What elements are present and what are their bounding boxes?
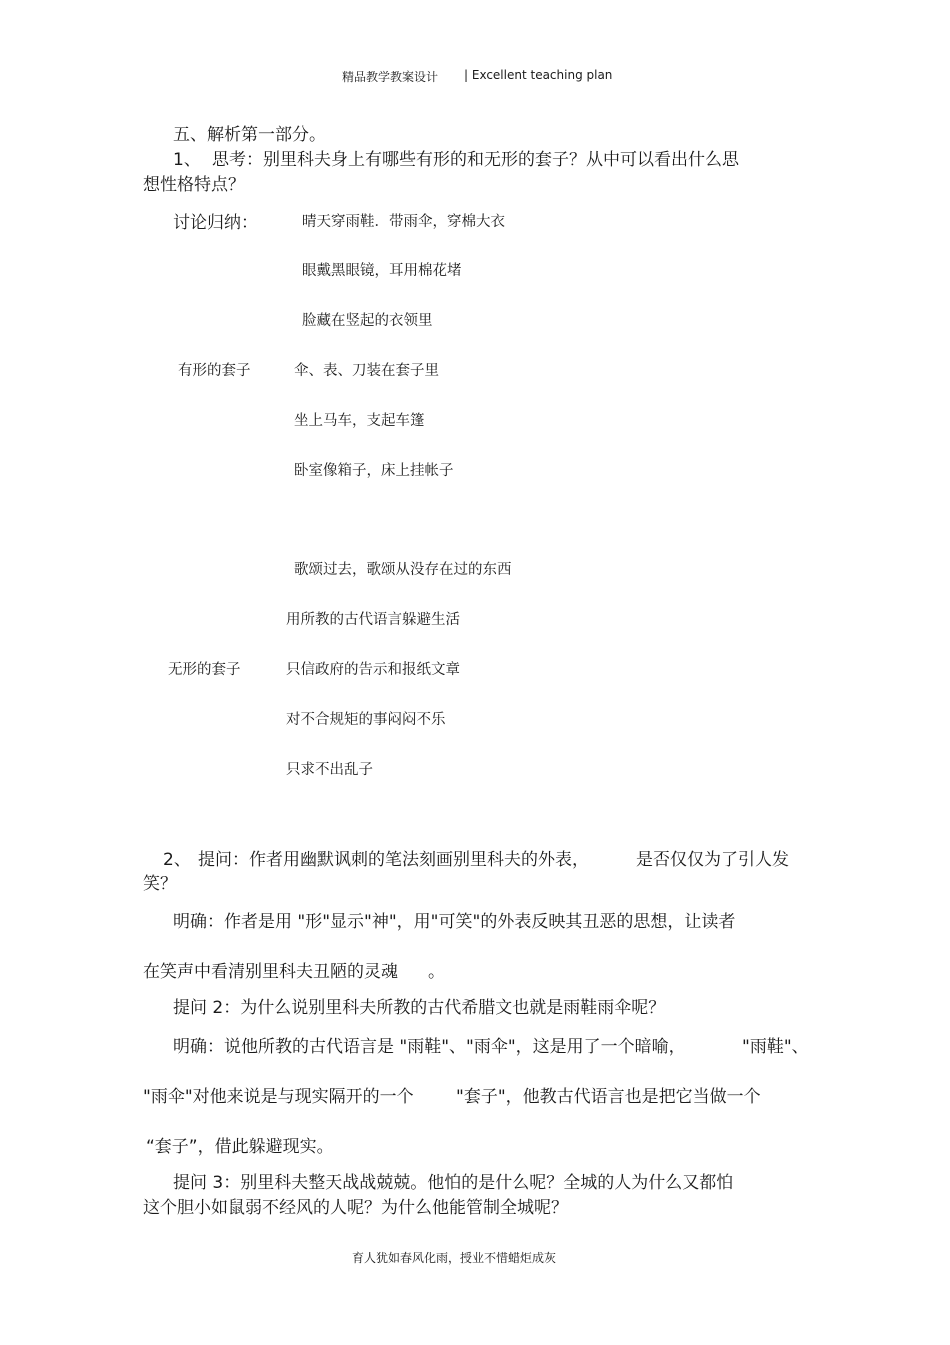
q1-number: 1、 xyxy=(173,150,201,170)
invisible-item-5: 只求不出乱子 xyxy=(286,762,373,778)
invisible-item-3: 只信政府的告示和报纸文章 xyxy=(286,662,460,678)
q2-line1-a: 提问：作者用幽默讽刺的笔法刻画别里科夫的外表， xyxy=(198,850,589,870)
q1-line2: 想性格特点？ xyxy=(143,175,245,195)
answer1-line1: 明确：作者是用 "形"显示"神"，用"可笑"的外表反映其丑恶的思想，让读者 xyxy=(173,912,736,932)
visible-item-1: 晴天穿雨鞋．带雨伞，穿棉大衣 xyxy=(302,214,505,230)
answer2-line1-b: "雨鞋"、 xyxy=(742,1037,809,1057)
q1-line1: 思考：别里科夫身上有哪些有形的和无形的套子？从中可以看出什么思 xyxy=(212,150,739,170)
answer1-line2-b: 。 xyxy=(428,962,445,982)
visible-item-5: 坐上马车，支起车篷 xyxy=(294,413,425,429)
visible-item-6: 卧室像箱子，床上挂帐子 xyxy=(294,463,454,479)
q4-line1: 提问 3：别里科夫整天战战兢兢。他怕的是什么呢？全城的人为什么又都怕 xyxy=(173,1173,734,1193)
q2-line2: 笑？ xyxy=(143,874,177,894)
visible-item-4: 伞、表、刀装在套子里 xyxy=(294,363,439,379)
visible-item-3: 脸藏在竖起的衣领里 xyxy=(302,313,433,329)
answer2-line2-b: "套子"，他教古代语言也是把它当做一个 xyxy=(456,1087,761,1107)
header-right: | Excellent teaching plan xyxy=(464,68,613,82)
invisible-item-4: 对不合规矩的事闷闷不乐 xyxy=(286,712,446,728)
answer2-line1-a: 明确：说他所教的古代语言是 "雨鞋"、"雨伞"，这是用了一个暗喻， xyxy=(173,1037,686,1057)
q3-text: 提问 2：为什么说别里科夫所教的古代希腊文也就是雨鞋雨伞呢？ xyxy=(173,998,666,1018)
answer2-line3: “套子”，借此躲避现实。 xyxy=(146,1137,334,1157)
discussion-label: 讨论归纳： xyxy=(173,213,258,233)
answer2-line2-a: "雨伞"对他来说是与现实隔开的一个 xyxy=(143,1087,414,1107)
q2-line1-b: 是否仅仅为了引人发 xyxy=(636,850,789,870)
header-left: 精品教学教案设计 xyxy=(342,70,439,84)
invisible-sleeves-label: 无形的套子 xyxy=(168,662,241,678)
visible-sleeves-label: 有形的套子 xyxy=(178,363,251,379)
answer1-line2-a: 在笑声中看清别里科夫丑陋的灵魂 xyxy=(143,962,398,982)
footer-motto: 育人犹如春风化雨，授业不惜蜡炬成灰 xyxy=(352,1251,557,1265)
q2-number: 2、 xyxy=(163,850,191,870)
q4-line2: 这个胆小如鼠弱不经风的人呢？为什么他能管制全城呢？ xyxy=(143,1198,568,1218)
section-title: 五、解析第一部分。 xyxy=(173,125,326,145)
visible-item-2: 眼戴黑眼镜，耳用棉花堵 xyxy=(302,263,462,279)
invisible-item-1: 歌颂过去，歌颂从没存在过的东西 xyxy=(294,562,512,578)
invisible-item-2: 用所教的古代语言躲避生活 xyxy=(286,612,460,628)
